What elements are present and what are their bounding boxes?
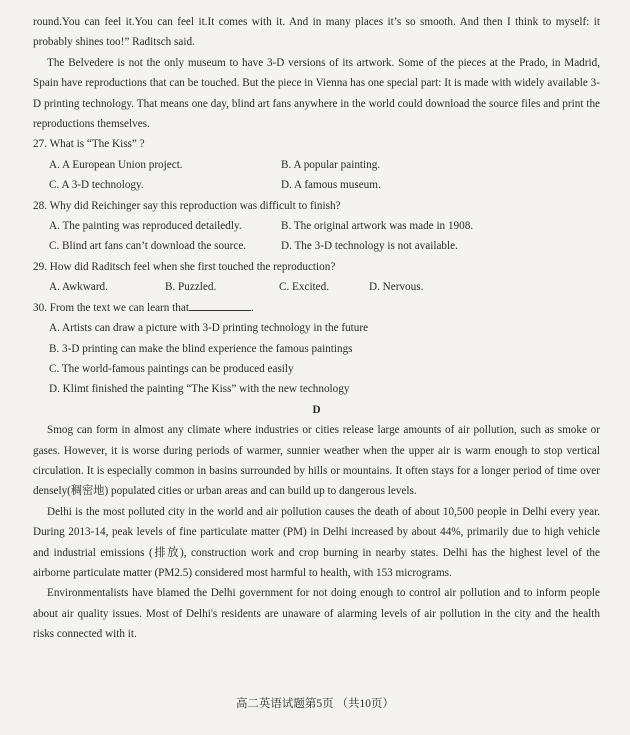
page-footer: 高二英语试题第5页 （共10页）	[235, 698, 395, 710]
question-30	[33, 298, 600, 318]
paragraph-delhi: Delhi is the most polluted city in the world and air pollution causes the death of about 10,500 people in Delhi every year. During 2013-14, peak levels of fine particulate matter (PM) in Delhi increased by about 44%, primarily due to high vehicle and industrial emissions (排放), construction work and crop burning in nearby states. Delhi has the highest level of the airborne particulate matter (PM2.5) considered most harmful to health, with 153 micrograms.	[33, 505, 600, 579]
q30-option-b: B. 3-D printing can make the blind experience the famous paintings	[49, 342, 353, 355]
q28-option-a: A. The painting was reproduced detailedly.	[49, 220, 242, 233]
q30-option-a: A. Artists can draw a picture with 3-D printing technology in the future	[49, 322, 369, 335]
question-27-options-row2	[33, 175, 600, 195]
q30-stem-end: .	[250, 301, 254, 314]
paragraph-smog: Smog can form in almost any climate where industries or cities release large amounts of air pollution, such as smoke or gases. However, it is worse during periods of warmer, sunnier weather when the upper air is warm enough to stop vertical circulation. It is especially common in basins surrounded by hills or mountains. It often stays for a longer period of time over densely(稠密地) populated cities or urban areas and can build up to dangerous levels.	[33, 424, 600, 498]
question-29: 29. How did Raditsch feel when she first touched the reproduction?	[33, 260, 336, 273]
q29-option-a: A. Awkward.	[49, 281, 108, 294]
q28-option-d: D. The 3-D technology is not available.	[281, 240, 458, 253]
paragraph-environmentalists: Environmentalists have blamed the Delhi government for not doing enough to control air pollution and to inform people about air quality issues. Most of Delhi's residents are unaware of alarming levels of air pollution in the city and the health risks connected with it.	[33, 587, 600, 641]
q30-option-d: D. Klimt finished the painting “The Kiss” with the new technology	[49, 383, 350, 396]
answer-blank	[189, 298, 251, 311]
paragraph-raditsch-quote: round.You can feel it.You can feel it.It comes with it. And in many places it’s so smooth. And then I think to myself: it probably shines too!” Raditsch said.	[33, 16, 600, 49]
q30-option-c: C. The world-famous paintings can be produced easily	[49, 362, 294, 375]
question-28: 28. Why did Reichinger say this reproduction was difficult to finish?	[33, 199, 341, 212]
section-heading-d: D	[312, 403, 321, 416]
question-28-options-row1	[33, 216, 600, 236]
q27-option-c: C. A 3-D technology.	[49, 179, 144, 192]
q29-option-d: D. Nervous.	[369, 281, 424, 294]
q27-option-b: B. A popular painting.	[281, 158, 381, 171]
q29-option-b: B. Puzzled.	[165, 281, 217, 294]
question-28-options-row2	[33, 236, 600, 256]
q28-option-b: B. The original artwork was made in 1908.	[281, 220, 474, 233]
question-27-options-row1	[33, 155, 600, 175]
q30-stem: 30. From the text we can learn that	[33, 301, 189, 314]
q27-option-d: D. A famous museum.	[281, 179, 381, 192]
q28-option-c: C. Blind art fans can’t download the source.	[49, 240, 247, 253]
q27-option-a: A. A European Union project.	[49, 158, 183, 171]
q29-option-c: C. Excited.	[279, 281, 330, 294]
question-29-options	[33, 277, 600, 297]
paragraph-belvedere: The Belvedere is not the only museum to have 3-D versions of its artwork. Some of the pieces at the Prado, in Madrid, Spain have reproductions that can be touched. But the piece in Vienna has one special part: It is made with widely available 3-D printing technology. That means one day, blind art fans anywhere in the world could download the source files and print the reproductions themselves.	[33, 56, 600, 131]
question-27: 27. What is “The Kiss” ?	[33, 138, 145, 151]
